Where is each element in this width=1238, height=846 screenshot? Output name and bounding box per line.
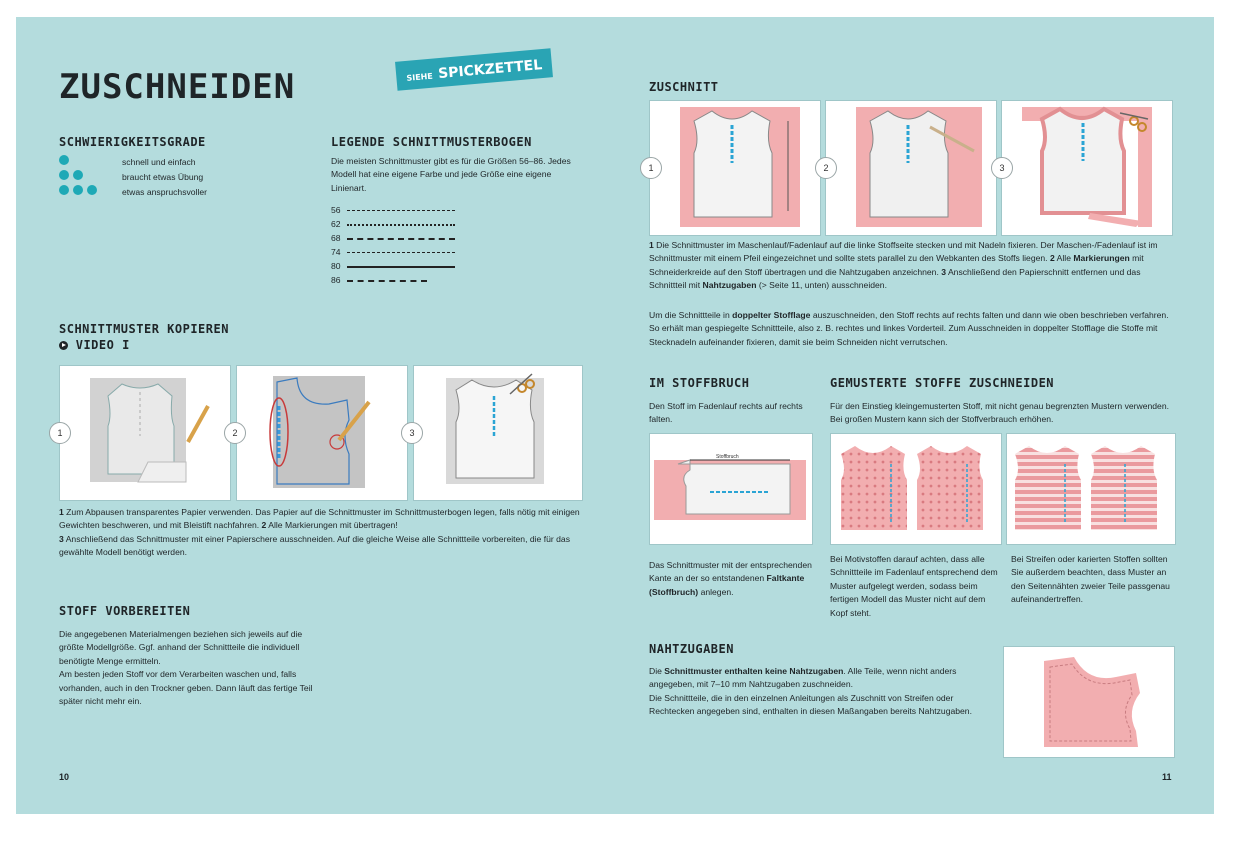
step-marker: 2: [815, 157, 837, 179]
difficulty-level-1: schnell und einfach: [122, 157, 196, 167]
patterned-heading: GEMUSTERTE STOFFE ZUSCHNEIDEN: [830, 376, 1055, 390]
legend-size: 74: [331, 247, 341, 257]
fold-illustration: [649, 433, 813, 545]
copy-heading: SCHNITTMUSTER KOPIEREN: [59, 322, 229, 336]
book-spread: [16, 17, 1214, 814]
tag-label: SPICKZETTEL: [437, 57, 543, 83]
copy-illustration-1: [59, 365, 231, 501]
legend-text: Die meisten Schnittmuster gibt es für die Größen 56–86. Jedes Modell hat eine eigene Farbe und jede Größe eine eigene Linienart.: [331, 156, 571, 193]
difficulty-level-3: etwas anspruchsvoller: [122, 187, 208, 197]
dotted-caption: Bei Motivstoffen darauf achten, dass alle Schnittteile im Fadenlauf entsprechend dem Muster aufgelegt werden, sodass beim fertigen Modell das Muster nicht auf dem Kopf steht.: [830, 554, 998, 618]
patterned-text: Für den Einstieg kleingemusterten Stoff, mit nicht genau begrenzten Mustern verwenden. Bei großen Mustern kann sich der Stoffverbrauch erhöhen.: [830, 401, 1170, 425]
prepare-text: Die angegebenen Materialmengen beziehen sich jeweils auf die größte Modellgröße. Ggf. anhand der Schnittteile die individuell benötigte Menge ermitteln. Am besten jeden Stoff vor dem Verarbeiten waschen und, falls vorhanden, auch in den Trockner geben. Dann läuft das fertige Teil später nicht mehr ein.: [59, 629, 313, 707]
difficulty-dots-icon: [59, 155, 119, 201]
legend-size: 86: [331, 275, 341, 285]
fold-label: Stoffbruch: [716, 454, 739, 460]
fold-heading: IM STOFFBRUCH: [649, 376, 750, 390]
cut-illustration-1: [649, 100, 821, 236]
cut-instructions: 1 Die Schnittmuster im Maschenlauf/Fadenlauf auf die linke Stoffseite stecken und mit Nadeln fixieren. Der Maschen-/Fadenlauf ist im Schnittmuster mit einem Pfeil eingezeichnet und sollte stets parallel zu den Webkanten des Stoffs liegen. 2 Alle Markierungen mit Schneiderkreide auf den Stoff übertragen und die Nahtzugaben anzeichnen. 3 Anschließend den Papierschnitt entfernen und das Schnittteil mit Nahtzugaben (> Seite 11, unten) ausschneiden.: [649, 240, 1158, 291]
page-number-right: 11: [1162, 772, 1172, 782]
step-marker: 3: [401, 422, 423, 444]
legend-heading: LEGENDE SCHNITTMUSTERBOGEN: [331, 135, 532, 149]
seam-heading: NAHTZUGABEN: [649, 642, 734, 656]
tag-prefix: SIEHE: [406, 71, 434, 83]
seam-illustration: [1003, 646, 1175, 758]
page-title: ZUSCHNEIDEN: [59, 67, 296, 107]
legend-size: 80: [331, 261, 341, 271]
spickzettel-tag[interactable]: [395, 48, 553, 91]
copy-illustration-3: [413, 365, 583, 501]
prepare-heading: STOFF VORBEREITEN: [59, 604, 191, 618]
step-marker: 2: [224, 422, 246, 444]
striped-fabric-illustration: [1006, 433, 1176, 545]
cut-illustration-3: [1001, 100, 1173, 236]
legend-size: 56: [331, 205, 341, 215]
step-marker: 3: [991, 157, 1013, 179]
cut-heading: ZUSCHNITT: [649, 80, 719, 94]
cut-illustration-2: [825, 100, 997, 236]
video-label: VIDEO I: [75, 338, 130, 352]
legend-lines: [331, 204, 471, 294]
difficulty-heading: SCHWIERIGKEITSGRADE: [59, 135, 206, 149]
pencil-icon: [188, 406, 208, 442]
copy-instructions: 1 Zum Abpausen transparentes Papier verwenden. Das Papier auf die Schnittmuster im Schnittmusterbogen legen, falls nötig mit einigen Gewichten beschweren, und mit Bleistift nachfahren. 2 Alle Markierungen mit übertragen! 3 Anschließend das Schnittmuster mit einer Papierschere ausschneiden. Auf die gleiche Weise alle Schnittteile vorbereiten, die für das gewählte Modell benötigt werden.: [59, 507, 580, 558]
dotted-fabric-illustration: [830, 433, 1002, 545]
legend-size: 62: [331, 219, 341, 229]
fold-text: Den Stoff im Fadenlauf rechts auf rechts falten.: [649, 401, 803, 425]
play-icon: [59, 341, 68, 350]
difficulty-level-2: braucht etwas Übung: [122, 172, 204, 182]
double-layer-text: Um die Schnittteile in doppelter Stofflage auszuschneiden, den Stoff rechts auf rechts falten und dann wie oben beschrieben verfahren. So erhält man gespiegelte Schnittteile, also z. B. rechtes und linkes Vorderteil. Zum Ausschneiden in doppelter Stofflage die Stoffe mit Stecknadeln aufeinander fixieren, damit sie beim Schneiden nicht verrutschen.: [649, 310, 1169, 347]
copy-illustration-2: [236, 365, 408, 501]
page-number-left: 10: [59, 772, 70, 782]
legend-size: 68: [331, 233, 341, 243]
fold-caption: Das Schnittmuster mit der entsprechenden Kante an der so entstandenen Faltkante (Stoffbruch) anlegen.: [649, 560, 812, 597]
step-marker: 1: [49, 422, 71, 444]
seam-text: Die Schnittmuster enthalten keine Nahtzugaben. Alle Teile, wenn nicht anders angegeben, mit 7–10 mm Nahtzugaben zuschneiden. Die Schnittteile, die in den einzelnen Anleitungen als Zuschnitt von Streifen oder Rechtecken angegeben sind, enthalten in diesen Maßangaben bereits Nahtzugaben.: [649, 666, 972, 717]
video-link[interactable]: [59, 338, 130, 352]
striped-caption: Bei Streifen oder karierten Stoffen sollten Sie außerdem beachten, dass Muster an den Seitennähten zweier Teile passgenau aufeinandertreffen.: [1011, 554, 1170, 605]
step-marker: 1: [640, 157, 662, 179]
